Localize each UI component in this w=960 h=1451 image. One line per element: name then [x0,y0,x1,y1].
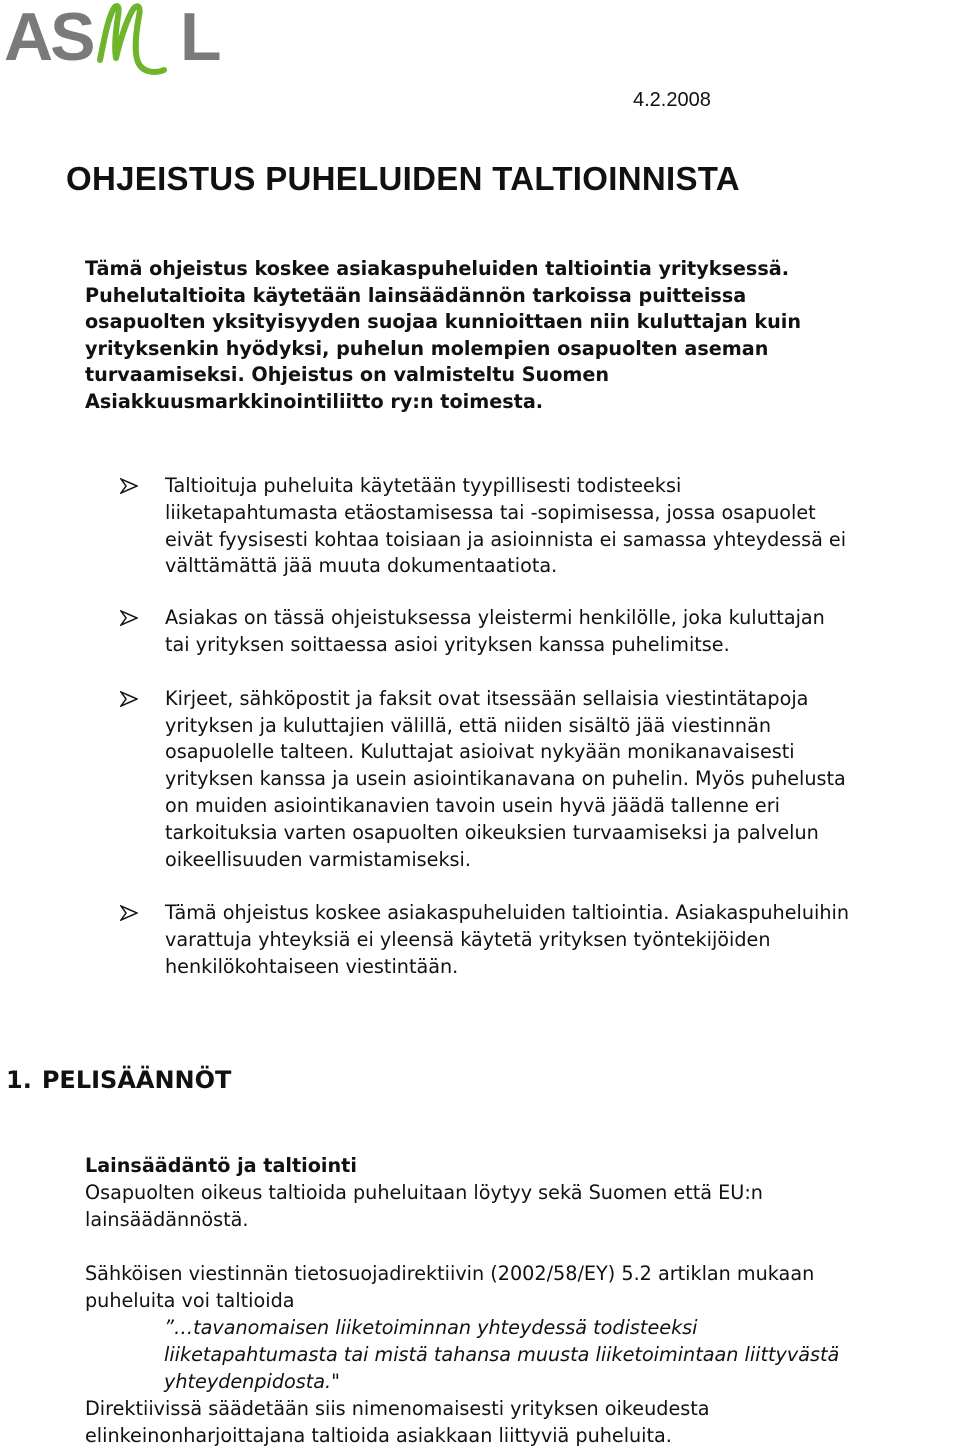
bullet-line: oikeellisuuden varmistamiseksi. [165,847,471,871]
bullet-line: varattuja yhteyksiä ei yleensä käytetä yrityksen työntekijöiden [165,928,771,952]
subsection-intro [85,1152,955,1233]
intro-line: Tämä ohjeistus koskee asiakaspuheluiden taltiointia yrityksessä. [85,257,790,280]
svg-text:AS: AS [4,0,93,75]
bullet-line: Asiakas on tässä ohjeistuksessa yleistermi henkilölle, joka kuluttajan [165,606,825,630]
body-line: lainsäädännöstä. [85,1208,249,1231]
svg-text:L: L [180,0,222,75]
document-title: OHJEISTUS PUHELUIDEN TALTIOINNISTA [66,160,740,197]
bullet-line: henkilökohtaiseen viestintään. [165,954,459,978]
bullet-line: eivät fyysisesti kohtaa toisiaan ja asioinnista ei samassa yhteydessä ei [165,527,847,551]
arrowhead-bullet-icon [120,610,138,626]
bullet-list [120,473,960,981]
bullet-line: välttämättä jää muuta dokumentaatiota. [165,554,558,578]
bullet-line: osapuolelle talteen. Kuluttajat asioivat nykyään monikanavaisesti [165,740,795,764]
bullet-line: on muiden asiointikanavien tavoin usein hyvä jäädä tallenne eri [165,793,780,817]
intro-line: Puhelutaltioita käytetään lainsäädännön tarkoissa puitteissa [85,283,747,307]
bullet-line: liiketapahtumasta etäostamisessa tai -sopimisessa, jossa osapuolet [165,500,816,524]
bullet-line: tarkoituksia varten osapuolten oikeuksien turvaamiseksi ja palvelun [165,820,819,844]
intro-line: osapuolten yksityisyyden suojaa kunnioittaen niin kuluttajan kuin [85,310,802,334]
bullet-item [120,900,960,980]
intro-line: Asiakkuusmarkkinointiliitto ry:n toimesta. [85,389,544,413]
bullet-item [120,473,960,580]
intro-line: turvaamiseksi. Ohjeistus on valmisteltu Suomen [85,363,610,387]
bullet-line: Kirjeet, sähköpostit ja faksit ovat itsessään sellaisia viestintätapoja [165,686,809,710]
body-line: puheluita voi taltioida [85,1289,295,1312]
quote-line: liiketapahtumasta tai mistä tahansa muusta liiketoimintaan liittyvästä [164,1343,840,1366]
bullet-line: yrityksen kanssa ja usein asiointikanavana on puhelin. Myös puhelusta [165,767,846,791]
bullet-line: tai yrityksen soittaessa asioi yrityksen kanssa puhelimitse. [165,632,730,656]
section-number: 1. [6,1066,32,1094]
section-heading [6,1066,231,1094]
intro-line: yrityksenkin hyödyksi, puhelun molempien osapuolten aseman [85,336,769,360]
arrowhead-bullet-icon [120,478,138,494]
directive-paragraph [85,1260,955,1449]
intro-paragraph [85,256,955,416]
bullet-item [120,605,960,659]
body-line: Direktiivissä säädetään siis nimenomaisesti yrityksen oikeudesta [85,1397,710,1420]
body-line: elinkeinonharjoittajana taltioida asiakkaan liittyviä puheluita. [85,1424,672,1447]
arrowhead-bullet-icon [120,905,138,921]
asml-logo [4,0,246,92]
subsection-heading: Lainsäädäntö ja taltiointi [85,1154,357,1177]
body-line: Sähköisen viestinnän tietosuojadirektiivin (2002/58/EY) 5.2 artiklan mukaan [85,1262,815,1285]
bullet-item [120,686,960,874]
quote-line: ”…tavanomaisen liiketoiminnan yhteydessä todisteeksi [164,1316,698,1339]
bullet-line: Tämä ohjeistus koskee asiakaspuheluiden taltiointia. Asiakaspuheluihin [165,901,850,925]
bullet-line: yrityksen ja kuluttajien välillä, että niiden sisältö jää viestinnän [165,713,771,737]
bullet-line: Taltioituja puheluita käytetään tyypillisesti todisteeksi [165,474,682,497]
quote-line: yhteydenpidosta." [164,1370,340,1393]
document-date: 4.2.2008 [633,89,711,111]
body-line: Osapuolten oikeus taltioida puheluitaan löytyy sekä Suomen että EU:n [85,1181,763,1204]
section-title: PELISÄÄNNÖT [41,1066,232,1094]
arrowhead-bullet-icon [120,691,138,707]
